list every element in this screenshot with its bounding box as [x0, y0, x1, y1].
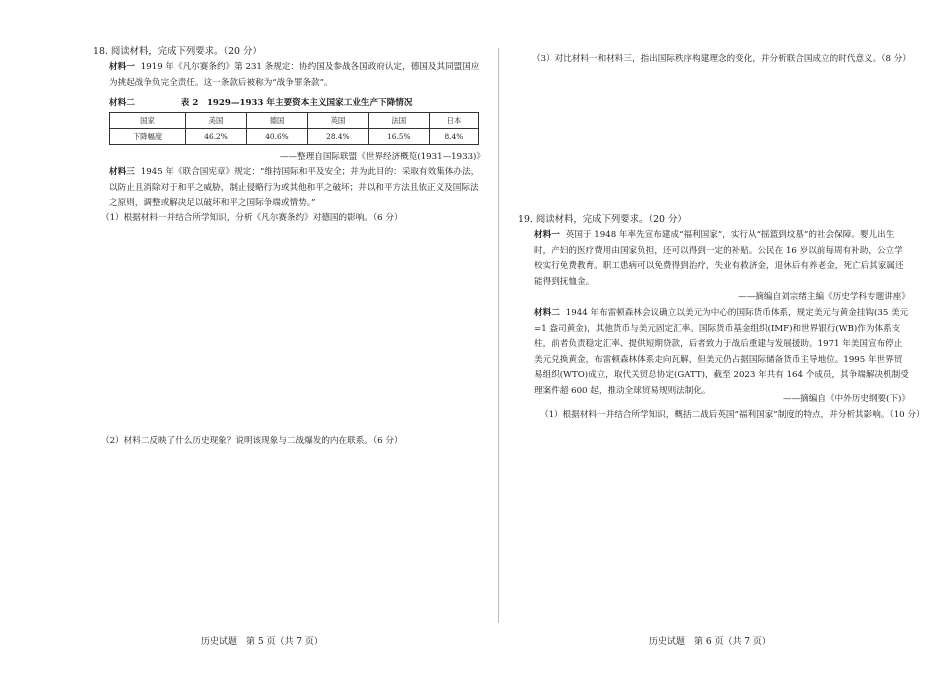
q19-title: 19. 阅读材料，完成下列要求。（20 分） — [518, 214, 687, 225]
q18-title: 18. 阅读材料，完成下列要求。（20 分） — [93, 46, 262, 57]
material-text: 1944 年布雷顿森林会议确立以美元为中心的国际货币体系，规定美元与黄金挂钩(35 美元=1 盎司黄金)，其他货币与美元固定汇率。国际货币基金组织(IMF)和世界银行(WB)作为体系支柱，前者负责稳定汇率、提供短期贷款，后者致力于战后重建与发展援助。1971 年美国宣布停止美元兑换黄金，布雷顿森林体系走向瓦解，但美元仍占据国际储备货币主导地位。1995 年世界贸易组织(WTO)成立，取代关贸总协定(GATT)，截至 2023 年共有 164 个成员，其争端解决机制受理案件超 600 起，推动全球贸易规则法制化。 — [534, 308, 909, 396]
q19-material-2-source: ——摘编自《中外历史纲要(下)》 — [782, 394, 910, 404]
q18-material-1 — [109, 60, 485, 91]
material-label: 材料二 — [534, 308, 560, 318]
table-caption-row — [109, 96, 489, 108]
table-source: ——整理自国际联盟《世界经济概览(1931—1933)》 — [279, 152, 485, 162]
table-row — [110, 129, 479, 145]
table-cell: 法国 — [368, 113, 429, 129]
table-cell: 国家 — [110, 113, 186, 129]
q18-subquestion-3: （3）对比材料一和材料三，指出国际秩序构建理念的变化，并分析联合国成立的时代意义。（8 分） — [532, 54, 911, 64]
table-cell: 8.4% — [429, 129, 478, 145]
material-label: 材料二 — [109, 98, 135, 108]
table-cell: 46.2% — [186, 129, 247, 145]
q18-material-3 — [109, 165, 485, 212]
table-cell: 16.5% — [368, 129, 429, 145]
table-cell: 下降幅度 — [110, 129, 186, 145]
table-cell: 日本 — [429, 113, 478, 129]
q19-material-1-source: ——摘编自刘宗绪主编《历史学科专题讲座》 — [738, 292, 910, 302]
table-header-row — [110, 113, 479, 129]
page-divider — [498, 48, 499, 623]
material-label: 材料三 — [109, 167, 135, 177]
table-cell: 英国 — [307, 113, 368, 129]
q18-subquestion-2: （2）材料二反映了什么历史现象？说明该现象与二战爆发的内在联系。（6 分） — [101, 436, 403, 446]
table-cell: 德国 — [247, 113, 308, 129]
q19-material-1 — [534, 228, 910, 290]
q18-subquestion-1: （1）根据材料一并结合所学知识，分析《凡尔赛条约》对德国的影响。（6 分） — [101, 213, 403, 223]
q19-subquestion-1: （1）根据材料一并结合所学知识，概括二战后英国“福利国家”制度的特点，并分析其影响。（10 分） — [540, 410, 925, 420]
table-cell: 28.4% — [307, 129, 368, 145]
material-text: 英国于 1948 年率先宣布建成“福利国家”，实行从“摇篮到坟墓”的社会保障。婴儿出生时，产妇的医疗费用由国家负担，还可以得到一定的补贴。公民在 16 岁以前每周有补助，公立学校实行免费教育。职工患病可以免费得到治疗，失业有救济金，退休后有养老金，死亡后其家属还能得到抚恤金。 — [534, 230, 904, 287]
material-text: 1919 年《凡尔赛条约》第 231 条规定：协约国及参战各国政府认定，德国及其同盟国应为挑起战争负完全责任。这一条款后被称为“战争罪条款”。 — [109, 62, 480, 88]
industry-decline-table — [109, 112, 479, 145]
table-caption: 表 2 1929—1933 年主要资本主义国家工业生产下降情况 — [180, 98, 413, 108]
q19-material-2 — [534, 306, 910, 400]
table-cell: 美国 — [186, 113, 247, 129]
page-footer-left: 历史试题 第 5 页（共 7 页） — [201, 637, 323, 647]
table-cell: 40.6% — [247, 129, 308, 145]
material-label: 材料一 — [109, 62, 135, 72]
material-text: 1945 年《联合国宪章》规定：“维持国际和平及安全；并为此目的：采取有效集体办法，以防止且消除对于和平之威胁，制止侵略行为或其他和平之破坏；并以和平方法且依正义及国际法之原则，调整或解决足以破坏和平之国际争端或情势。” — [109, 167, 480, 209]
page-footer-right: 历史试题 第 6 页（共 7 页） — [649, 637, 771, 647]
material-label: 材料一 — [534, 230, 560, 240]
